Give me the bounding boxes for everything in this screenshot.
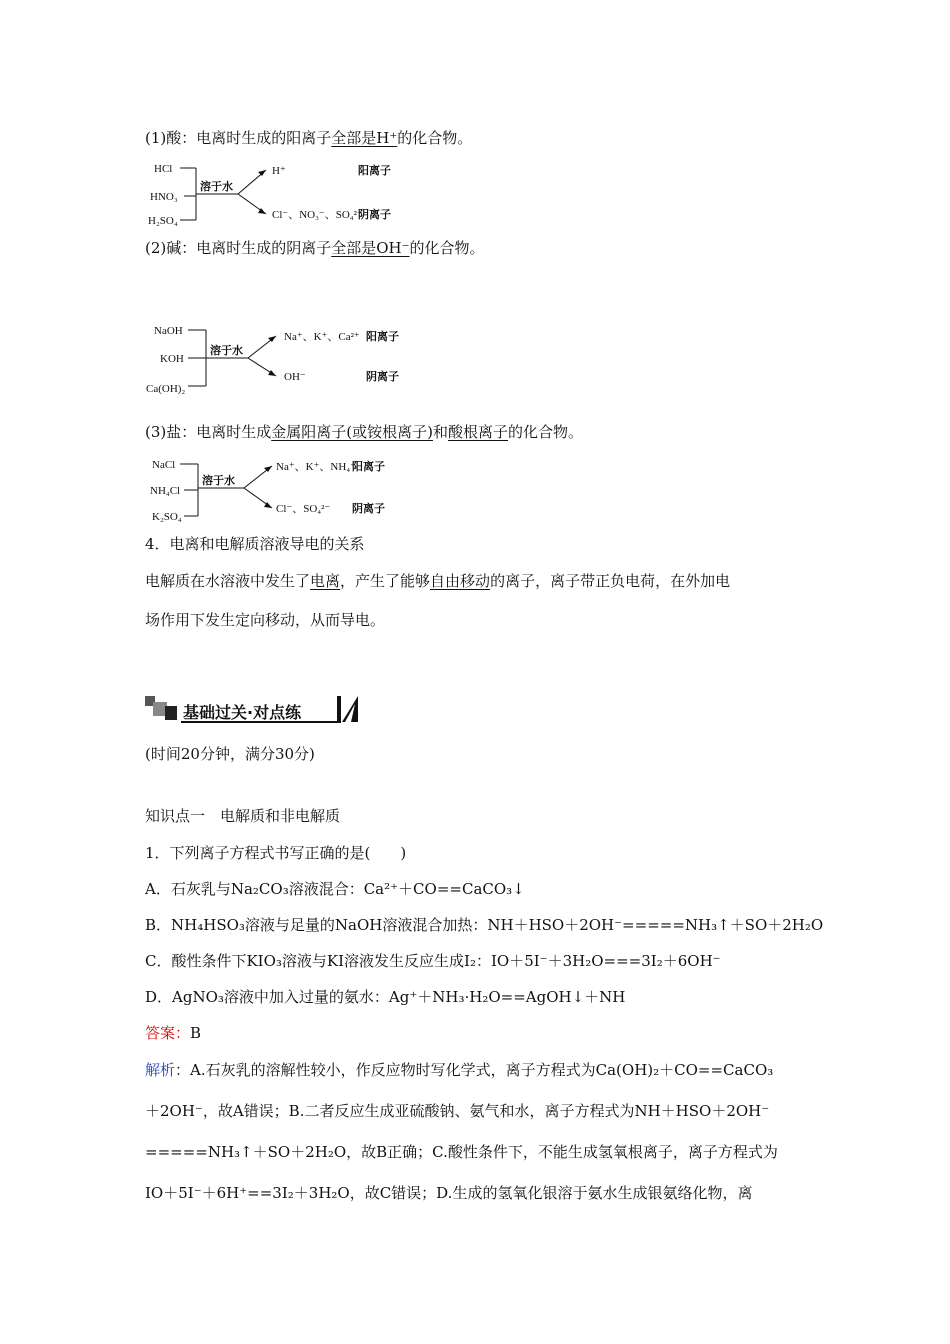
base-diagram (140, 318, 430, 398)
acid-bottom-products: Cl⁻、NO₃⁻、SO₄²⁻ (272, 209, 363, 221)
option-d: D．AgNO₃溶液中加入过量的氨水：Ag⁺＋NH₃·H₂O==AgOH↓＋NH (145, 988, 626, 1006)
salt-top-label: 阳离子 (352, 461, 385, 473)
base-definition (145, 238, 485, 258)
base-action: 溶于水 (210, 345, 243, 357)
base-top-products: Na⁺、K⁺、Ca²⁺ (284, 331, 360, 343)
salt-action: 溶于水 (202, 475, 235, 487)
option-b: B．NH₄HSO₃溶液与足量的NaOH溶液混合加热：NH＋HSO＋2OH⁻=====NH₃↑＋SO＋2H₂O (145, 916, 824, 934)
acid-top-label: 阳离子 (358, 165, 391, 177)
section4-text-a: 电解质在水溶液中发生了 (145, 572, 311, 590)
section4-underlined-2: 自由移动 (430, 572, 491, 590)
salt-underlined-2: 酸根离子 (447, 423, 508, 441)
section4-underlined-1: 电离 (310, 572, 341, 590)
acid-diagram (140, 158, 420, 230)
section4-paragraph-line2: 场作用下发生定向移动，从而导电。 (145, 611, 386, 629)
acid-prefix: (1)酸：电离时生成的阳离子 (145, 129, 332, 147)
salt-definition (145, 422, 583, 442)
question-1: 1．下列离子方程式书写正确的是( ) (145, 844, 407, 862)
acid-suffix: 的化合物。 (397, 129, 473, 147)
section4-title: 4．电离和电解质溶液导电的关系 (145, 535, 365, 553)
base-input-2: KOH (160, 353, 184, 365)
base-bottom-label: 阴离子 (366, 371, 399, 383)
base-input-1: NaOH (154, 325, 183, 337)
acid-underlined: 全部是H⁺ (331, 129, 398, 147)
salt-bottom-products: Cl⁻、SO₄²⁻ (276, 503, 331, 515)
option-c: C．酸性条件下KIO₃溶液与KI溶液发生反应生成I₂：IO＋5I⁻＋3H₂O===3I₂＋6OH⁻ (145, 952, 721, 970)
acid-input-2: HNO₃ (150, 191, 178, 203)
analysis-line-1 (145, 1060, 773, 1080)
acid-action: 溶于水 (200, 181, 233, 193)
acid-definition (145, 128, 472, 148)
analysis-line-3: =====NH₃↑＋SO＋2H₂O，故B正确；C.酸性条件下，不能生成氢氧根离子，离子方程式为 (145, 1143, 778, 1161)
time-limit: (时间20分钟，满分30分) (145, 745, 315, 763)
base-suffix: 的化合物。 (409, 239, 485, 257)
acid-bottom-label: 阴离子 (358, 209, 391, 221)
salt-input-3: K₂SO₄ (152, 511, 182, 523)
salt-diagram (140, 452, 430, 528)
section4-paragraph-line1 (145, 571, 730, 591)
base-underlined: 全部是OH⁻ (331, 239, 410, 257)
acid-top-products: H⁺ (272, 165, 286, 177)
base-prefix: (2)碱：电离时生成的阴离子 (145, 239, 332, 257)
analysis-label: 解析 (145, 1061, 176, 1079)
option-a: A．石灰乳与Na₂CO₃溶液混合：Ca²⁺＋CO==CaCO₃↓ (145, 880, 525, 898)
analysis-text-1: ：A.石灰乳的溶解性较小，作反应物时写化学式，离子方程式为Ca(OH)₂＋CO==CaCO₃ (175, 1061, 774, 1079)
topic-title: 知识点一 电解质和非电解质 (145, 807, 341, 825)
answer-value: B (190, 1024, 202, 1042)
salt-underlined-1: 金属阳离子(或铵根离子) (271, 423, 433, 441)
base-top-label: 阳离子 (366, 331, 399, 343)
section4-text-c: 的离子，离子带正负电荷，在外加电 (490, 572, 731, 590)
salt-bottom-label: 阴离子 (352, 503, 385, 515)
analysis-line-4: IO＋5I⁻＋6H⁺==3I₂＋3H₂O，故C错误；D.生成的氢氧化银溶于氨水生成银氨络化物，离 (145, 1184, 753, 1202)
section4-text-b: ，产生了能够 (340, 572, 431, 590)
answer-line (145, 1023, 201, 1043)
answer-label: 答案： (145, 1024, 191, 1042)
salt-suffix: 的化合物。 (508, 423, 584, 441)
salt-input-1: NaCl (152, 459, 176, 471)
salt-top-products: Na⁺、K⁺、NH₄⁺ (276, 461, 356, 473)
salt-prefix: (3)盐：电离时生成 (145, 423, 272, 441)
salt-input-2: NH₄Cl (150, 485, 181, 497)
acid-input-3: H₂SO₄ (148, 215, 178, 227)
base-bottom-products: OH⁻ (284, 371, 306, 383)
salt-middle: 和 (432, 423, 448, 441)
analysis-line-2: ＋2OH⁻，故A错误；B.二者反应生成亚硫酸钠、氨气和水，离子方程式为NH＋HSO＋2OH⁻ (145, 1102, 770, 1120)
section-heading: 基础过关·对点练 (183, 703, 302, 722)
base-input-3: Ca(OH)₂ (146, 383, 186, 395)
acid-input-1: HCl (154, 163, 173, 175)
